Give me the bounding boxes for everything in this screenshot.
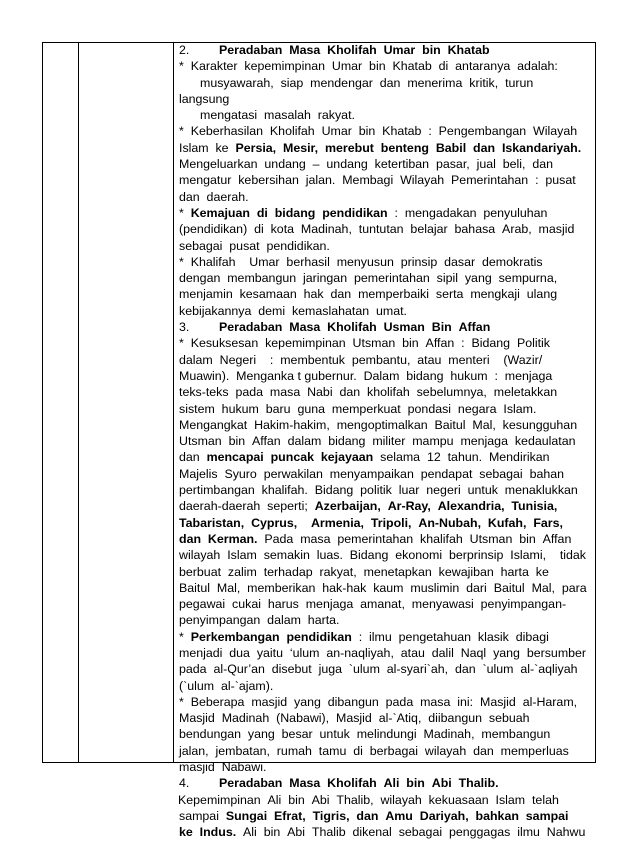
bold-text: Perkembangan pendidikan [190,629,352,644]
text-line: berbuat zalim terhadap rakyat, menetapkan kewajiban harta ke [179,564,549,579]
bold-text: mencapai puncak kejayaan [206,450,374,465]
text-line: Kepemimpinan Ali bin Abi Thalib, wilayah kekuasaan Islam telah [178,792,559,807]
text-line: jalan, jembatan, rumah tamu di berbagai wilayah dan memperluas [179,743,569,758]
text-line: penyimpangan dalam harta. [179,613,340,628]
section-title: Peradaban Masa Kholifah Ali bin Abi Thalib. [219,776,499,791]
section-number: 2. [179,43,190,57]
text-line: * Karakter kepemimpinan Umar bin Khatab di antaranya adalah: [179,59,558,74]
text-line: Baitul Mal, memberikan hak-hak kaum muslimin dari Baitul Mal, para [179,580,587,595]
text-line [176,515,594,531]
text-line: menjadi dua yaitu ‘ulum an-naqliyah, atau dalil Naql yang bersumber [179,645,587,660]
text-line: dan daerah. [179,189,249,204]
bold-text: Persia, Mesir, merebut benteng Babil dan Iskandariyah. [235,140,582,155]
section-title: Peradaban Masa Kholifah Umar bin Khatab [219,43,490,57]
text-line: * Keberhasilan Kholifah Umar bin Khatab : Pengembangan Wilayah [179,124,578,139]
text-line [176,808,594,824]
text-line [176,140,594,156]
text-line [176,498,594,514]
text-line [176,824,594,840]
bold-text: Kemajuan di bidang pendidikan [190,205,388,220]
section-title: Peradaban Masa Kholifah Usman Bin Affan [219,320,491,335]
text-span: * [179,629,191,644]
text-line: musyawarah, siap mendengar dan menerima kritik, turun [200,75,534,90]
text-line [176,205,594,221]
text-line: dalam Negeri : membentuk pembantu, atau menteri (Wazir/ [179,352,543,367]
bold-text: Tabaristan, Cyprus, Armenia, Tripoli, An-Nubah, Kufah, Fars, [179,515,563,530]
text-line: (pendidikan) di kota Madinah, tuntutan belajar bahasa Arab, masjid [179,222,575,237]
table-column-divider-2 [173,42,174,763]
text-line: dengan membangun jaringan pemerintahan sipil yang sempurna, [179,271,558,286]
bold-text: Azerbaijan, Ar-Ray, Alexandria, Tunisia, [314,499,558,514]
section-number: 4. [179,776,190,791]
text-line: bendungan yang besar untuk melindungi Madinah, membangun [179,727,551,742]
content-cell [176,42,594,841]
text-line: Masjid Madinah (Nabawi), Masjid al-`Atiq, diibangun sebuah [179,711,530,726]
text-line: pada al-Qur’an disebut juga `ulum al-syari`ah, dan `ulum al-`aqliyah [179,662,578,677]
text-line: sebagai pusat pendidikan. [179,238,330,253]
text-line: menjamin kesamaan hak dan memperbaiki serta mengkaji ulang [179,287,558,302]
text-line: wilayah Islam semakin luas. Bidang ekonomi berprinsip Islami, tidak [179,548,586,563]
text-line: Majelis Syuro perwakilan menyampaikan pendapat sebagai bahan [179,466,565,481]
text-line: (`ulum al-`ajam). [179,678,274,693]
text-line: Utsman bin Affan dalam bidang militer mampu menjaga kedaulatan [179,434,576,449]
section-heading-ali [176,775,594,791]
text-span: : mengadakan penyuluhan [387,205,548,220]
text-span: dan [179,450,207,465]
text-span: daerah-daerah seperti; [179,499,315,514]
text-span: Ali bin Abi Thalib dikenal sebagai penggagas ilmu Nahwu [236,825,586,840]
text-line: Mengangkat Hakim-hakim, mengoptimalkan Baitul Mal, kesungguhan [179,417,578,432]
text-line: mengatasi masalah rakyat. [200,108,355,123]
bold-text: dan Kerman. [179,531,258,546]
text-line: Muawin). Menganka t gubernur. Dalam bidang hukum : menjaga [179,368,553,383]
text-span: Pada masa pemerintahan khalifah Utsman bin Affan [257,531,572,546]
text-span: sampai [179,808,226,823]
text-line: Mengeluarkan undang – undang ketertiban pasar, jual beli, dan [179,157,554,172]
section-heading-umar [176,42,594,58]
text-line: * Kesuksesan kepemimpinan Utsman bin Affan : Bidang Politik [179,336,550,351]
table-column-divider-1 [78,42,79,763]
text-line [176,449,594,465]
text-line: teks-teks pada masa Nabi dan kholifah sebelumnya, meletakkan [179,385,558,400]
text-span: selama 12 tahun. Mendirikan [373,450,550,465]
text-line: kebijakannya demi kemaslahatan umat. [179,303,407,318]
text-line: * Khalifah Umar berhasil menyusun prinsip dasar demokratis [179,254,543,269]
text-span: * [179,205,191,220]
section-number: 3. [179,320,190,335]
text-line [176,531,594,547]
bold-text: Sungai Efrat, Tigris, dan Amu Dariyah, bahkan sampai [225,808,569,823]
section-heading-usman [176,319,594,335]
text-span: Islam ke [179,140,236,155]
text-line: pertimbangan khalifah. Bidang politik luar negeri untuk menaklukkan [179,483,578,498]
bold-text: ke Indus. [179,825,237,840]
text-line: * Beberapa masjid yang dibangun pada masa ini: Masjid al-Haram, [179,694,578,709]
text-line [176,629,594,645]
text-line: pegawai cukai harus menjaga amanat, menyawasi penyimpangan- [179,597,567,612]
table-left-border [42,42,43,763]
text-line: masjid Nabawi. [179,760,267,775]
text-line: langsung [179,91,230,106]
table-right-border [595,42,596,763]
text-line: mengatur kebersihan jalan. Membagi Wilayah Pemerintahan : pusat [179,173,576,188]
text-line: sistem hukum baru guna memperkuat pondasi negara Islam. [179,401,537,416]
text-span: : ilmu pengetahuan klasik dibagi [351,629,549,644]
